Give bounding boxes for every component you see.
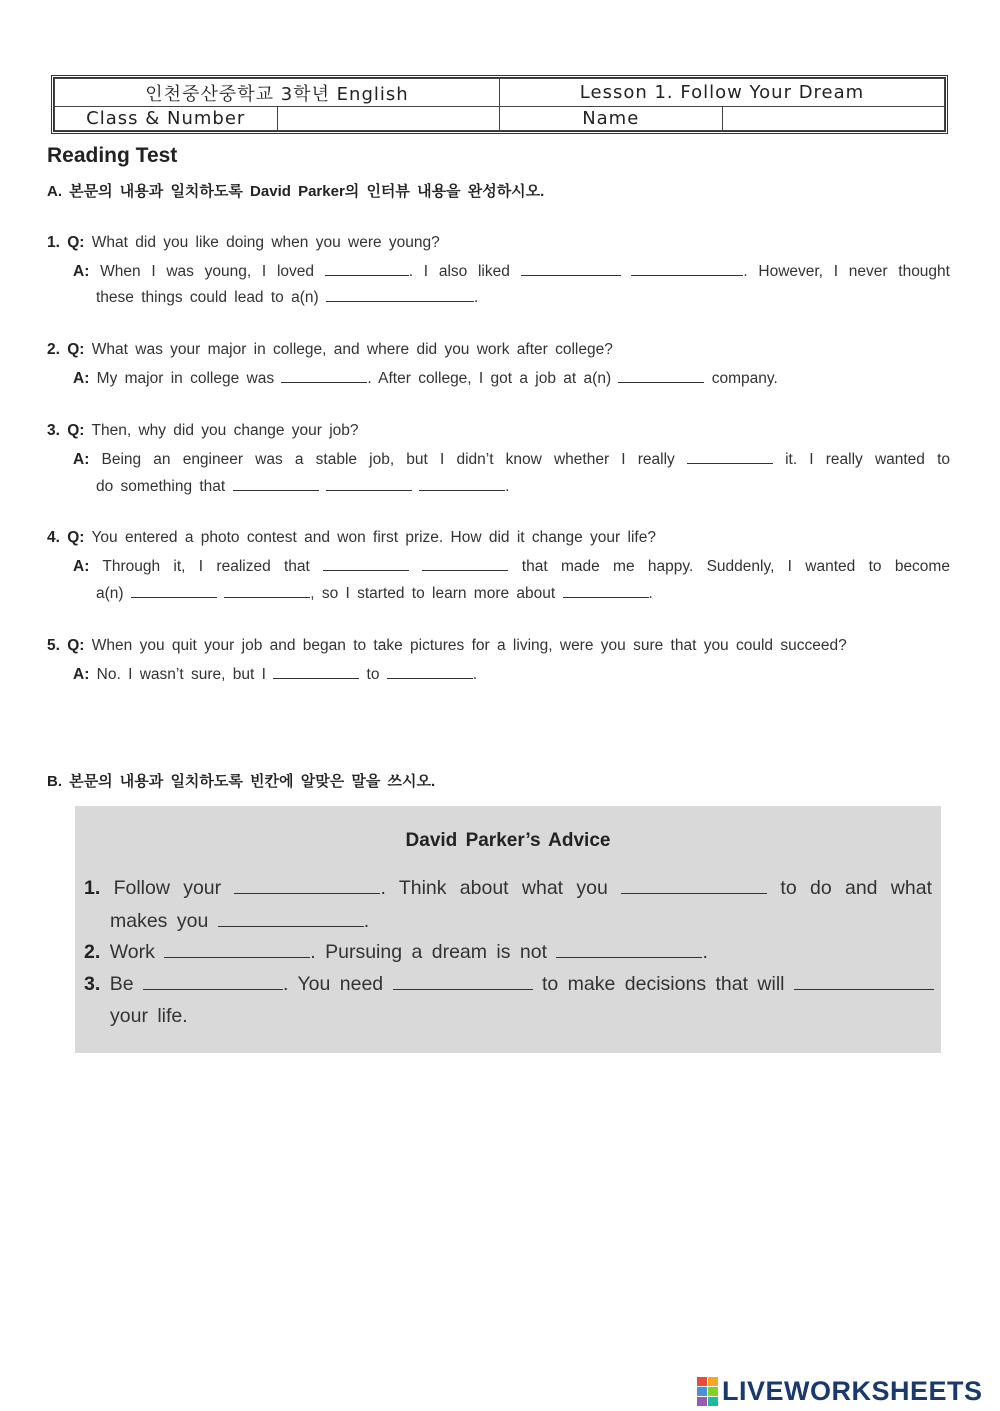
answer-blank[interactable] [273, 664, 359, 679]
advice-2: 2. Work . Pursuing a dream is not . [84, 941, 708, 963]
answer-blank[interactable] [521, 261, 621, 276]
advice-blank[interactable] [164, 941, 310, 958]
answer-3-line-1: A: Being an engineer was a stable job, but I didn’t know whether I really it. I really wanted to [73, 451, 950, 468]
answer-blank[interactable] [323, 556, 409, 571]
answer-4-line-2: a(n) , so I started to learn more about . [96, 585, 653, 602]
logo-text: LIVEWORKSHEETS [722, 1375, 983, 1406]
question-4: 4. Q: You entered a photo contest and won first prize. How did it change your life? [47, 529, 656, 546]
advice-blank[interactable] [556, 941, 702, 958]
answer-2: A: My major in college was . After college, I got a job at a(n) company. [73, 370, 778, 387]
class-number-label: Class & Number [55, 107, 278, 131]
name-field[interactable] [722, 107, 945, 131]
answer-blank[interactable] [631, 261, 743, 276]
answer-blank[interactable] [326, 287, 474, 302]
answer-4-line-1: A: Through it, I realized that that made me happy. Suddenly, I wanted to become [73, 558, 950, 575]
answer-blank[interactable] [422, 556, 508, 571]
advice-blank[interactable] [234, 877, 380, 894]
answer-blank[interactable] [281, 368, 367, 383]
advice-blank[interactable] [143, 973, 283, 990]
answer-blank[interactable] [233, 476, 319, 491]
section-a-heading: A. 본문의 내용과 일치하도록 David Parker의 인터뷰 내용을 완성하시오. [47, 183, 545, 200]
question-1: 1. Q: What did you like doing when you were young? [47, 234, 440, 251]
answer-1-line-2: these things could lead to a(n) . [96, 289, 479, 306]
answer-blank[interactable] [618, 368, 704, 383]
school-cell: 인천중산중학교 3학년 English [55, 79, 500, 107]
advice-1-line-1: 1. Follow your . Think about what you to do and what [84, 877, 932, 899]
question-2: 2. Q: What was your major in college, and where did you work after college? [47, 341, 613, 358]
class-number-field[interactable] [277, 107, 500, 131]
question-3: 3. Q: Then, why did you change your job? [47, 422, 359, 439]
advice-3-line-1: 3. Be . You need to make decisions that will [84, 973, 932, 996]
answer-blank[interactable] [419, 476, 505, 491]
section-b-heading: B. 본문의 내용과 일치하도록 빈칸에 알맞은 말을 쓰시오. [47, 773, 436, 790]
advice-1-line-2: makes you . [110, 910, 370, 932]
name-label: Name [500, 107, 723, 131]
answer-1-line-1: A: When I was young, I loved . I also liked . However, I never thought [73, 263, 950, 280]
answer-blank[interactable] [326, 476, 412, 491]
answer-blank[interactable] [224, 583, 310, 598]
answer-blank[interactable] [563, 583, 649, 598]
advice-box [75, 806, 941, 1053]
answer-5: A: No. I wasn’t sure, but I to . [73, 666, 478, 683]
question-5: 5. Q: When you quit your job and began to take pictures for a living, were you sure that you could succeed? [47, 637, 847, 654]
answer-3-line-2: do something that . [96, 478, 510, 495]
advice-title: David Parker’s Advice [405, 830, 611, 851]
advice-blank[interactable] [794, 973, 934, 990]
advice-blank[interactable] [393, 973, 533, 990]
advice-blank[interactable] [218, 910, 364, 927]
answer-blank[interactable] [387, 664, 473, 679]
answer-blank[interactable] [325, 261, 409, 276]
page-title: Reading Test [47, 144, 178, 167]
liveworksheets-logo [697, 1376, 983, 1406]
lesson-cell: Lesson 1. Follow Your Dream [500, 79, 945, 107]
advice-3-line-2: your life. [110, 1005, 188, 1027]
logo-mark-icon [697, 1377, 718, 1406]
answer-blank[interactable] [687, 449, 773, 464]
answer-blank[interactable] [131, 583, 217, 598]
advice-blank[interactable] [621, 877, 767, 894]
header-table [51, 75, 948, 134]
